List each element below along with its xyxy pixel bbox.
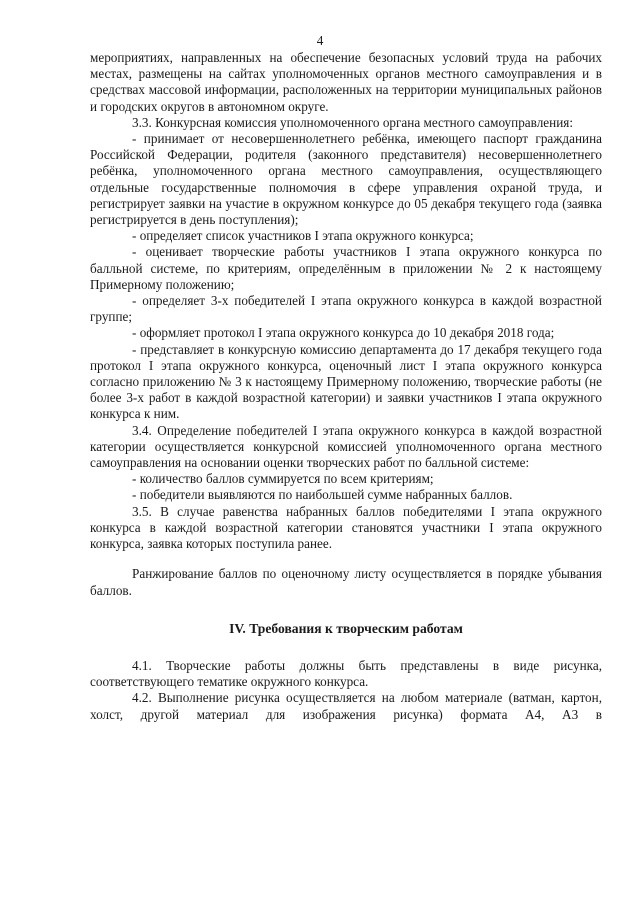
paragraph-3-4: 3.4. Определение победителей I этапа окружного конкурса в каждой возрастной категории осуществляется конкурсной комиссией уполномоченного органа местного самоуправления на основании оценки творческих работ по балльной системе: bbox=[90, 422, 602, 471]
list-item: - оценивает творческие работы участников I этапа окружного конкурса по балльной системе, по критериям, определённым в приложении № 2 к настоящему Примерному положению; bbox=[90, 244, 602, 292]
list-item: - принимает от несовершеннолетнего ребёнка, имеющего паспорт гражданина Российской Федерации, родителя (законного представителя) несовершеннолетнего ребёнка, уполномоченного органа местного самоуправления, осуществляющего отдельные государственные полномочия в сфере управления охраной труда, и регистрирует заявки на участие в окружном конкурсе до 05 декабря текущего года (заявка регистрируется в день поступления); bbox=[90, 131, 602, 228]
list-item: - оформляет протокол I этапа окружного конкурса до 10 декабря 2018 года; bbox=[132, 325, 555, 341]
list-item: - победители выявляются по наибольшей сумме набранных баллов. bbox=[132, 487, 513, 503]
section-heading: IV. Требования к творческим работам bbox=[229, 620, 463, 636]
list-item: - количество баллов суммируется по всем критериям; bbox=[132, 471, 434, 487]
paragraph-3-5: 3.5. В случае равенства набранных баллов победителями I этапа окружного конкурса в каждой возрастной категории становятся участники I этапа окружного конкурса, заявка которых поступила ранее. bbox=[90, 503, 602, 552]
paragraph-ranking: Ранжирование баллов по оценочному листу осуществляется в порядке убывания баллов. bbox=[90, 566, 602, 598]
list-item: - определяет список участников I этапа окружного конкурса; bbox=[132, 228, 474, 244]
document-body bbox=[90, 50, 602, 723]
list-item: - представляет в конкурсную комиссию департамента до 17 декабря текущего года протокол I этапа окружного конкурса, оценочный лист I этапа окружного конкурса согласно приложению № 3 к настоящему Примерному положению, творческие работы (не более 3-х работ в каждой возрастной категории) и заявки участников I этапа окружного конкурса к ним. bbox=[90, 341, 602, 422]
page-number: 4 bbox=[316, 33, 324, 48]
paragraph-4-1: 4.1. Творческие работы должны быть представлены в виде рисунка, соответствующего тематике окружного конкурса. bbox=[90, 657, 602, 690]
paragraph-4-2: 4.2. Выполнение рисунка осуществляется на любом материале (ватман, картон, холст, другой материал для изображения рисунка) формата А4, А3 в bbox=[90, 690, 602, 722]
paragraph: мероприятиях, направленных на обеспечение безопасных условий труда на рабочих местах, размещены на сайтах уполномоченных органов местного самоуправления и в средствах массовой информации, расположенных на территории муниципальных районов и городских округов в автономном округе. bbox=[90, 50, 602, 114]
list-item: - определяет 3-х победителей I этапа окружного конкурса в каждой возрастной группе; bbox=[90, 293, 602, 325]
paragraph-3-3: 3.3. Конкурсная комиссия уполномоченного органа местного самоуправления: bbox=[132, 114, 573, 130]
